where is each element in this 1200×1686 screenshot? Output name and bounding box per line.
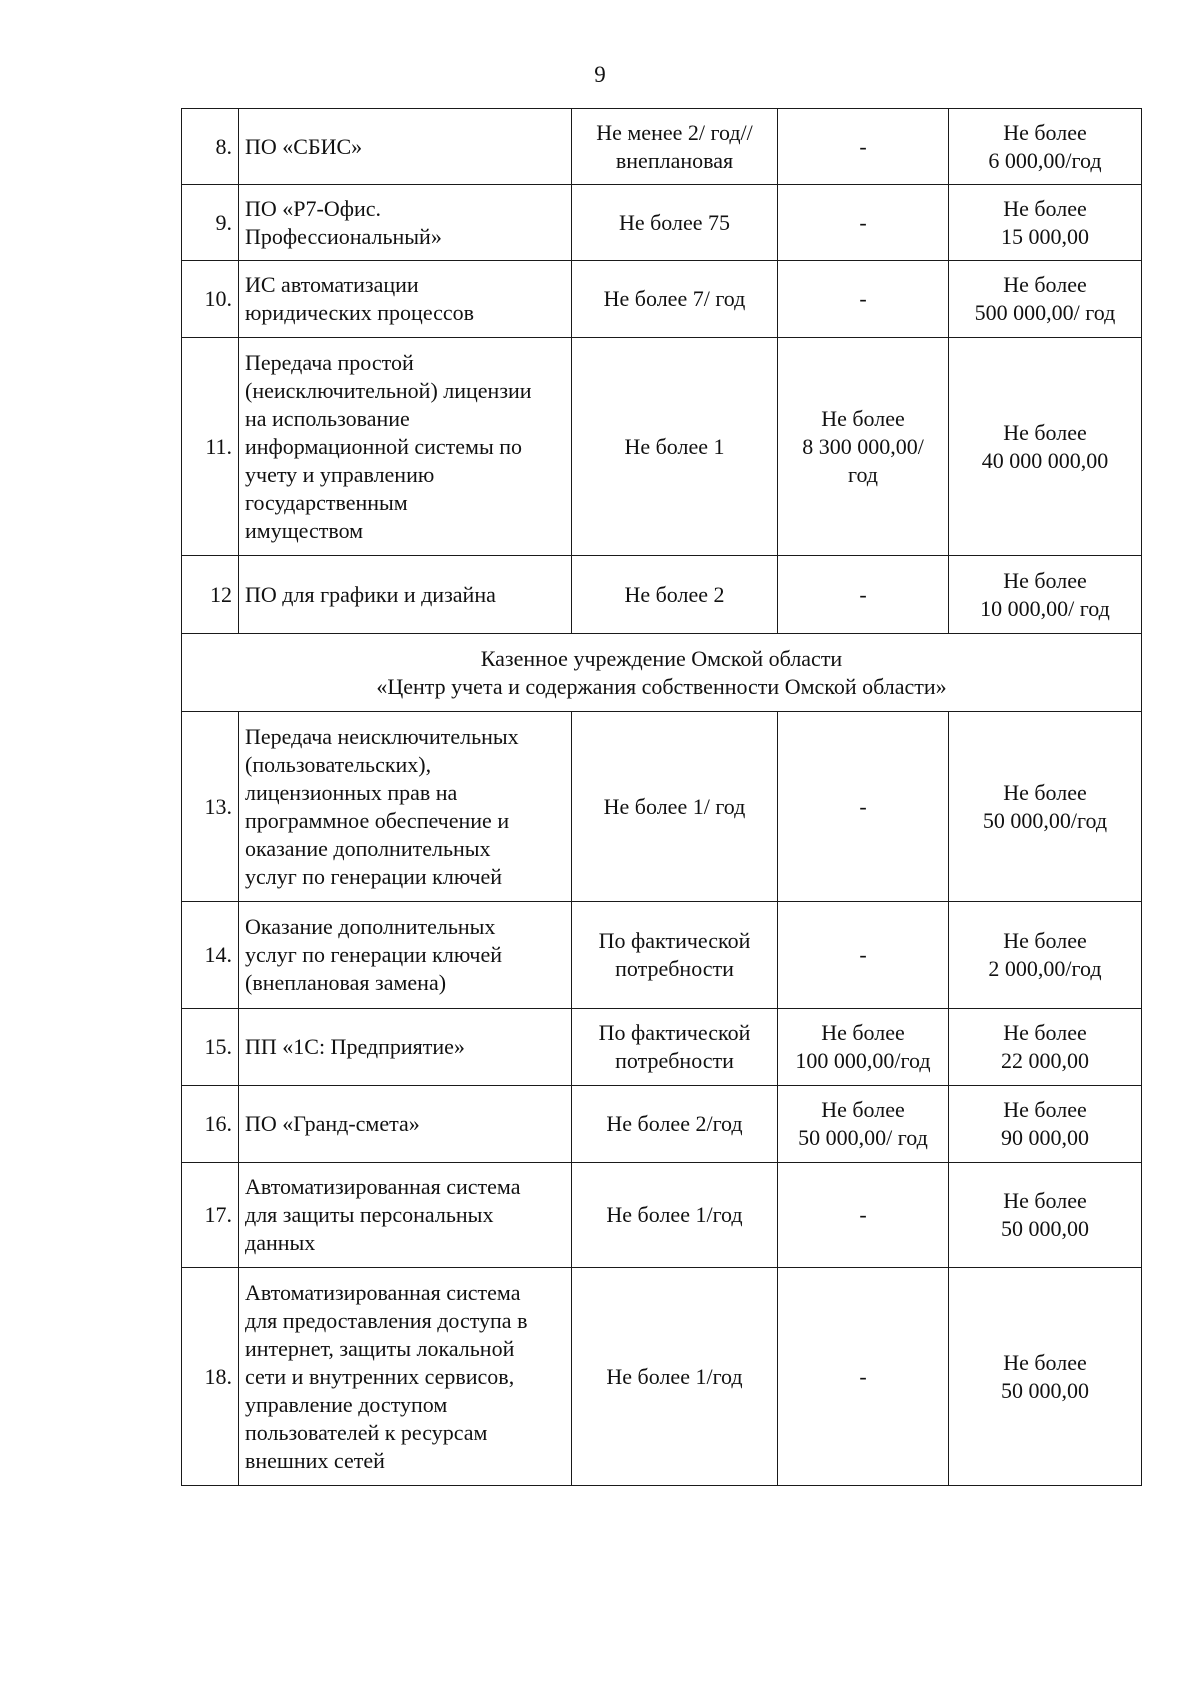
item-frequency: Не более 75 bbox=[572, 185, 778, 261]
item-frequency: Не более 7/ год bbox=[572, 261, 778, 338]
item-max-cost: Не более 50 000,00 bbox=[949, 1268, 1142, 1486]
row-number: 14. bbox=[182, 902, 239, 1009]
table-row bbox=[182, 1163, 1142, 1268]
table-row bbox=[182, 902, 1142, 1009]
row-number: 11. bbox=[182, 338, 239, 556]
item-price-limit: Не более 100 000,00/год bbox=[778, 1009, 949, 1086]
row-number: 16. bbox=[182, 1086, 239, 1163]
item-price-limit: - bbox=[778, 1268, 949, 1486]
item-max-cost: Не более 90 000,00 bbox=[949, 1086, 1142, 1163]
section-row bbox=[182, 634, 1142, 712]
row-number: 13. bbox=[182, 712, 239, 902]
row-number: 10. bbox=[182, 261, 239, 338]
item-frequency: По фактической потребности bbox=[572, 1009, 778, 1086]
page-number: 9 bbox=[594, 62, 606, 87]
table-row bbox=[182, 109, 1142, 185]
row-number: 12 bbox=[182, 556, 239, 634]
item-max-cost: Не более 50 000,00/год bbox=[949, 712, 1142, 902]
item-price-limit: Не более 50 000,00/ год bbox=[778, 1086, 949, 1163]
item-name: Передача неисключительных (пользовательских), лицензионных прав на программное обеспечение и оказание дополнительных услуг по генерации ключей bbox=[239, 712, 572, 902]
table-row bbox=[182, 1009, 1142, 1086]
item-frequency: Не более 1 bbox=[572, 338, 778, 556]
table-row bbox=[182, 261, 1142, 338]
table-row bbox=[182, 712, 1142, 902]
item-name: Передача простой (неисключительной) лицензии на использование информационной системы по учету и управлению государственным имуществом bbox=[239, 338, 572, 556]
table-row bbox=[182, 185, 1142, 261]
item-frequency: Не более 2/год bbox=[572, 1086, 778, 1163]
item-price-limit: - bbox=[778, 1163, 949, 1268]
item-price-limit: - bbox=[778, 902, 949, 1009]
item-frequency: Не более 1/год bbox=[572, 1268, 778, 1486]
table-row bbox=[182, 338, 1142, 556]
item-frequency: Не более 2 bbox=[572, 556, 778, 634]
item-frequency: По фактической потребности bbox=[572, 902, 778, 1009]
item-max-cost: Не более 2 000,00/год bbox=[949, 902, 1142, 1009]
item-name: Автоматизированная система для защиты персональных данных bbox=[239, 1163, 572, 1268]
item-max-cost: Не более 40 000 000,00 bbox=[949, 338, 1142, 556]
item-max-cost: Не более 22 000,00 bbox=[949, 1009, 1142, 1086]
item-max-cost: Не более 10 000,00/ год bbox=[949, 556, 1142, 634]
item-max-cost: Не более 6 000,00/год bbox=[949, 109, 1142, 185]
item-name: ПП «1С: Предприятие» bbox=[239, 1009, 572, 1086]
procurement-table bbox=[181, 108, 1142, 1486]
row-number: 15. bbox=[182, 1009, 239, 1086]
table-row bbox=[182, 1086, 1142, 1163]
item-price-limit: - bbox=[778, 185, 949, 261]
row-number: 17. bbox=[182, 1163, 239, 1268]
item-name: ИС автоматизации юридических процессов bbox=[239, 261, 572, 338]
item-max-cost: Не более 15 000,00 bbox=[949, 185, 1142, 261]
item-price-limit: - bbox=[778, 109, 949, 185]
item-name: ПО «СБИС» bbox=[239, 109, 572, 185]
item-frequency: Не более 1/ год bbox=[572, 712, 778, 902]
row-number: 9. bbox=[182, 185, 239, 261]
item-price-limit: - bbox=[778, 712, 949, 902]
item-name: Автоматизированная система для предоставления доступа в интернет, защиты локальной сети и внутренних сервисов, управление доступом пользователей к ресурсам внешних сетей bbox=[239, 1268, 572, 1486]
item-max-cost: Не более 500 000,00/ год bbox=[949, 261, 1142, 338]
row-number: 8. bbox=[182, 109, 239, 185]
item-frequency: Не более 1/год bbox=[572, 1163, 778, 1268]
table-row bbox=[182, 1268, 1142, 1486]
item-name: ПО «Гранд-смета» bbox=[239, 1086, 572, 1163]
item-max-cost: Не более 50 000,00 bbox=[949, 1163, 1142, 1268]
item-frequency: Не менее 2/ год// внеплановая bbox=[572, 109, 778, 185]
item-name: ПО «Р7-Офис. Профессиональный» bbox=[239, 185, 572, 261]
item-price-limit: Не более 8 300 000,00/ год bbox=[778, 338, 949, 556]
section-title: Казенное учреждение Омской области «Центр учета и содержания собственности Омской области» bbox=[182, 634, 1142, 712]
item-name: ПО для графики и дизайна bbox=[239, 556, 572, 634]
item-name: Оказание дополнительных услуг по генерации ключей (внеплановая замена) bbox=[239, 902, 572, 1009]
item-price-limit: - bbox=[778, 556, 949, 634]
table-row bbox=[182, 556, 1142, 634]
item-price-limit: - bbox=[778, 261, 949, 338]
row-number: 18. bbox=[182, 1268, 239, 1486]
